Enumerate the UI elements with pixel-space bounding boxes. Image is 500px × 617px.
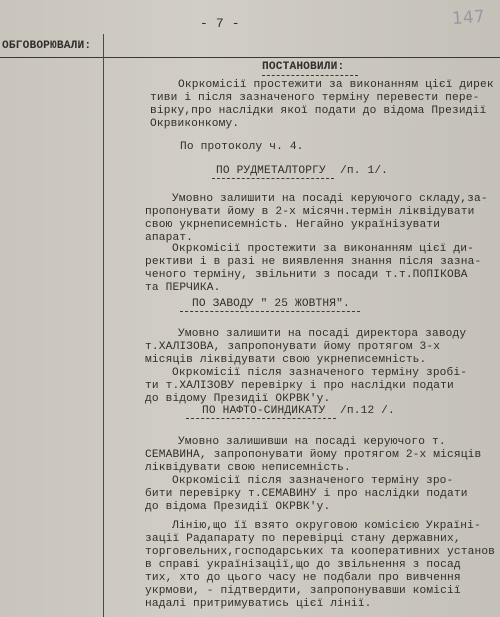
page-number: - 7 -	[200, 16, 240, 31]
paragraph-line: торговельних,господарських та кооперативних установ	[145, 546, 496, 558]
intro-line: вірку,про наслідки якої подати до відома Президії	[150, 105, 487, 117]
section-title-underline	[180, 311, 360, 312]
header-rule	[0, 57, 500, 58]
resolutions-heading: ПОСТАНОВИЛИ:	[262, 61, 345, 73]
column-divider	[103, 34, 104, 617]
paragraph-line: бити перевірку т.СЕМАВИНУ і про наслідки подати	[145, 488, 468, 500]
resolutions-heading-underline	[262, 75, 358, 76]
paragraph-line: т.ХАЛІЗОВА, запропонувати йому протягом 3-х	[145, 341, 441, 353]
paragraph-line: СЕМАВИНА, запропонувати йому протягом 2-х місяців	[145, 449, 482, 461]
section-ref: /п. 1/.	[340, 165, 389, 177]
paragraph-line: Умовно залишити на посаді директора заводу	[178, 328, 467, 340]
section-title: ПО НАФТО-СИНДИКАТУ	[202, 405, 326, 417]
archive-stamp-number: 147	[451, 6, 486, 30]
paragraph-line: апарат.	[145, 232, 194, 244]
paragraph-line: ти т.ХАЛІЗОВУ перевірку і про наслідки подати	[145, 380, 454, 392]
intro-line: Окрвиконкому.	[150, 118, 240, 130]
section-ref: /п.12 /.	[340, 405, 395, 417]
paragraph-line: місяців ліквідувати свою укрнеписемність.	[145, 354, 427, 366]
paragraph-line: пропонувати йому в 2-х місячн.термін ліквідувати	[145, 206, 475, 218]
paragraph-line: укрмови, - підтвердити, запропонувавши комісії	[145, 585, 461, 597]
paragraph-line: Окркомісії після зазначеного терміну зро-	[172, 475, 454, 487]
paragraph-line: до відому Президії ОКРВК'у.	[145, 393, 331, 405]
paragraph-line: Умовно залишити на посаді керуючого складу,за-	[172, 193, 488, 205]
section-title: ПО ЗАВОДУ " 25 ЖОВТНЯ".	[192, 298, 350, 310]
left-column-header: ОБГОВОРЮВАЛИ:	[2, 40, 92, 52]
paragraph-line: ліквідувати свою неписемність.	[145, 462, 351, 474]
section-title-underline	[186, 418, 336, 419]
paragraph-line: зації Радапарату по перевірці стану державних,	[145, 533, 461, 545]
intro-line: тиви і після зазначеного терміну перевести пере-	[150, 92, 480, 104]
paragraph-line: тих, хто до цього часу не подбали про вивчення	[145, 572, 461, 584]
paragraph-line: та ПЕРЧИКА.	[145, 282, 221, 294]
paragraph-line: в справі українізації,що до звільнення з посад	[145, 559, 461, 571]
paragraph-line: свою укрнеписемність. Негайно українізувати	[145, 219, 441, 231]
protocol-reference: По протоколу ч. 4.	[180, 141, 304, 153]
section-title: ПО РУДМЕТАЛТОРГУ	[216, 165, 326, 177]
paragraph-line: Окркомісії простежити за виконанням цієї ди-	[172, 243, 474, 255]
section-title-underline	[212, 178, 334, 179]
paragraph-line: до відома Президії ОКРВК'у.	[145, 501, 331, 513]
paragraph-line: рективи і в разі не виявлення знання після зазна-	[145, 256, 482, 268]
intro-line: Окркомісії простежити за виконанням цієї дирек	[178, 79, 494, 91]
paragraph-line: Умовно залишивши на посаді керуючого т.	[178, 436, 446, 448]
paragraph-line: надалі притримуватись цієї лінії.	[145, 598, 372, 610]
paragraph-line: ченого терміну, звільнити з посади т.т.ПОПІКОВА	[145, 269, 468, 281]
paragraph-line: Окркомісії після зазначеного терміну зробі-	[172, 367, 468, 379]
paragraph-line: Лінію,що її взято округовою комісією Українi-	[172, 520, 481, 532]
